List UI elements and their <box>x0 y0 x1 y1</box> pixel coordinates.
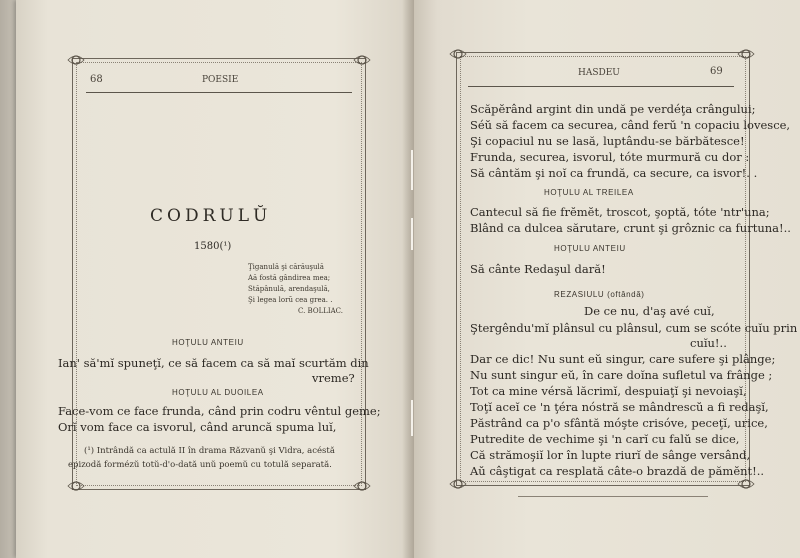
header-rule <box>86 92 352 93</box>
verse-line: Aŭ câştigat ca resplată câte-o brazdă de pămĕnt!.. <box>470 464 765 478</box>
speaker-label: HOŢULU ANTEIU <box>554 244 626 253</box>
corner-ornament-icon <box>736 44 756 64</box>
verse-line: De ce nu, d'aş avé cuĭ, <box>584 304 715 318</box>
verse-line: Orĭ vom face ca isvorul, când aruncă spuma luĭ, <box>58 420 337 434</box>
verse-line: Tot ca mine vérsă lăcrimĭ, despuiaţĭ şi nevoiaşĭ, <box>470 384 747 398</box>
verse-line: Şi copaciul nu se lasă, luptându-se bărbătesce! <box>470 134 745 148</box>
footer-rule <box>518 496 708 497</box>
verse-line: Putredite de vechime şi 'n carĭ cu falŭ se dice, <box>470 432 740 446</box>
binding-thread <box>411 150 413 190</box>
running-head: POESIE <box>202 75 239 85</box>
corner-ornament-icon <box>448 44 468 64</box>
verse-line: Că strămoşiĭ lor în lupte riurĭ de sânge versând, <box>470 448 751 462</box>
speaker-label: HOŢULU AL DUOILEA <box>172 388 264 397</box>
speaker-label: REZASIULU (oftândă) <box>554 290 645 299</box>
verse-line: cuĭu!.. <box>690 336 727 350</box>
page-number: 69 <box>710 66 723 77</box>
verse-line: Să cântăm şi noĭ ca frundă, ca secure, ca isvor!. . <box>470 166 758 180</box>
header-rule <box>468 86 734 87</box>
corner-ornament-icon <box>352 476 372 496</box>
verse-line: Păstrând ca p'o sfântă móşte crisóve, peceţĭ, urice, <box>470 416 768 430</box>
verse-line: Ian' să'mĭ spuneţĭ, ce să facem ca să maĭ scurtăm din <box>58 356 369 370</box>
corner-ornament-icon <box>66 50 86 70</box>
verse-line: Ştergêndu'mĭ plânsul cu plânsul, cum se scóte cuĭu prin <box>470 321 798 335</box>
verse-line: Frunda, securea, isvorul, tóte murmură cu dor : <box>470 150 750 164</box>
verse-line: Scăpĕrând argint din undă pe verdéţa crângului; <box>470 102 756 116</box>
running-head: HASDEU <box>578 68 620 78</box>
binding-thread <box>411 218 413 250</box>
footnote-line: epizodă formézŭ totŭ-d'o-dată unŭ poemŭ cu totulă separată. <box>68 460 332 470</box>
verse-line: Dar ce dic! Nu sunt eŭ singur, care sufere şi plânge; <box>470 352 776 366</box>
verse-line: Cantecul să fie frĕmĕt, troscot, şoptă, tóte 'ntr'una; <box>470 205 770 219</box>
poem-title: CODRULŬ <box>150 206 272 226</box>
right-page <box>414 0 800 558</box>
poem-year: 1580(¹) <box>194 241 232 252</box>
speaker-label: HOŢULU ANTEIU <box>172 338 244 347</box>
corner-ornament-icon <box>448 474 468 494</box>
verse-line: Blând ca dulcea sărutare, crunt şi grôznic ca furtuna!.. <box>470 221 791 235</box>
speaker-label: HOŢULU AL TREILEA <box>544 188 634 197</box>
footnote-line: (¹) Intrândă ca actulă II în drama Răzvanŭ şi Vidra, acéstă <box>84 446 335 456</box>
corner-ornament-icon <box>66 476 86 496</box>
left-page: 68 POESIE CODRULŬ 1580(¹) Ţiganulă şi cărăuşulă Aă fostă gândirea mea; Stăpânulă, arendaşulă, Şi legea lorŭ cea grea. . C. BOLLIAC. HOŢULU ANTEIU Ian' să'mĭ spuneţĭ, ce să facem ca să maĭ scurtăm din vreme? HOŢULU AL DUOILEA Face-vom ce face frunda, când prin codru vêntul geme; Orĭ vom face ca isvorul, când aruncă spuma luĭ, (¹) Intrândă ca actulă II în drama Răzvanŭ şi Vidra, acéstă epizodă formézŭ totŭ-d'o-dată unŭ poemŭ cu totulă separată. <box>16 0 414 558</box>
verse-line: Face-vom ce face frunda, când prin codru vêntul geme; <box>58 404 381 418</box>
corner-ornament-icon <box>352 50 372 70</box>
epigraph-attribution: C. BOLLIAC. <box>298 307 344 315</box>
binding-thread <box>411 400 413 436</box>
verse-line: Să cânte Redaşul dară! <box>470 262 606 276</box>
verse-line: Nu sunt singur eŭ, în care doĭna sufletul va frânge ; <box>470 368 773 382</box>
verse-line: vreme? <box>312 371 355 385</box>
verse-line: Séŭ să facem ca securea, când ferŭ 'n copaciu lovesce, <box>470 118 791 132</box>
verse-line: Toţĭ aceĭ ce 'n ţéra nóstră se mândrescŭ a fi redaşĭ, <box>470 400 769 414</box>
page-number: 68 <box>90 74 103 85</box>
